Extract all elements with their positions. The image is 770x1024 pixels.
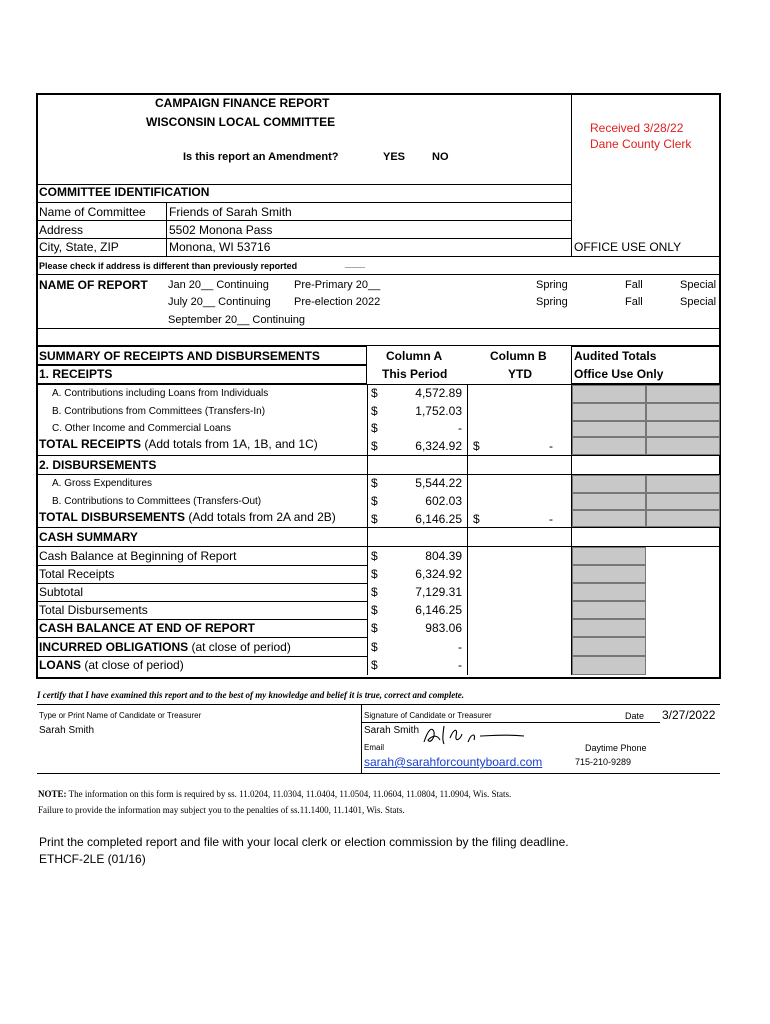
address-change-check[interactable]: ____ — [345, 259, 366, 269]
audit-cell[interactable] — [572, 437, 646, 455]
amendment-yes[interactable]: YES — [383, 151, 406, 163]
cash-end-amount[interactable]: 983.06 — [425, 621, 462, 635]
audit-cell[interactable] — [572, 547, 646, 565]
audit-cell[interactable] — [572, 565, 646, 583]
report-spring-1[interactable]: Spring — [536, 279, 568, 291]
report-september[interactable]: September 20__ Continuing — [168, 314, 305, 326]
city-label: City, State, ZIP — [39, 240, 119, 254]
receipt-a-label: A. Contributions including Loans from Individuals — [52, 388, 269, 399]
report-fall-1[interactable]: Fall — [625, 279, 643, 291]
cash-disbursements-label: Total Disbursements — [39, 603, 148, 617]
form-id: ETHCF-2LE (01/16) — [39, 852, 146, 866]
report-preprimary[interactable]: Pre-Primary 20__ — [294, 279, 381, 291]
cash-disbursements-dollar: $ — [371, 603, 378, 617]
address-label: Address — [39, 223, 84, 237]
audit-cell[interactable] — [646, 403, 720, 421]
receipt-a-dollar: $ — [371, 386, 378, 400]
audit-cell[interactable] — [572, 385, 646, 403]
audit-cell[interactable] — [572, 475, 646, 493]
audit-cell[interactable] — [646, 437, 720, 455]
total-disbursements-amount[interactable]: 6,146.25 — [415, 512, 462, 526]
total-receipts-amount[interactable]: 6,324.92 — [415, 439, 462, 453]
report-preelection[interactable]: Pre-election 2022 — [294, 296, 381, 308]
clerk-stamp: Dane County Clerk — [590, 137, 692, 151]
cash-begin-dollar: $ — [371, 549, 378, 563]
column-a-sub: This Period — [382, 367, 448, 381]
disbursement-b-amount[interactable]: 602.03 — [425, 494, 462, 508]
incurred-obligations-amount[interactable]: - — [458, 640, 462, 654]
address-change-note: Please check if address is different than previously reported — [39, 261, 298, 271]
cash-summary-heading: CASH SUMMARY — [39, 530, 138, 544]
total-receipts-ytd-dollar: $ — [473, 439, 480, 453]
total-disbursements-label: TOTAL DISBURSEMENTS (Add totals from 2A and 2B) — [39, 510, 336, 524]
committee-name-label: Name of Committee — [39, 205, 146, 219]
city-value[interactable]: Monona, WI 53716 — [169, 240, 271, 254]
disbursements-heading: 2. DISBURSEMENTS — [39, 458, 157, 472]
total-disbursements-ytd-amount[interactable]: - — [549, 512, 553, 526]
summary-heading: SUMMARY OF RECEIPTS AND DISBURSEMENTS — [39, 349, 320, 363]
total-disbursements-ytd-dollar: $ — [473, 512, 480, 526]
cash-receipts-amount[interactable]: 6,324.92 — [415, 567, 462, 581]
cash-receipts-label: Total Receipts — [39, 567, 115, 581]
report-fall-2[interactable]: Fall — [625, 296, 643, 308]
address-value[interactable]: 5502 Monona Pass — [169, 223, 273, 237]
date-label: Date — [625, 711, 645, 721]
audit-cell[interactable] — [572, 619, 646, 637]
signature-name[interactable]: Sarah Smith — [364, 725, 420, 736]
audit-cell[interactable] — [646, 510, 720, 527]
receipts-heading: 1. RECEIPTS — [39, 367, 113, 381]
loans-label: LOANS (at close of period) — [39, 658, 184, 672]
disbursement-a-dollar: $ — [371, 476, 378, 490]
incurred-obligations-label: INCURRED OBLIGATIONS (at close of period) — [39, 640, 291, 654]
audit-cell[interactable] — [646, 475, 720, 493]
date-value[interactable]: 3/27/2022 — [662, 708, 716, 722]
committee-heading: COMMITTEE IDENTIFICATION — [39, 185, 210, 199]
phone-value[interactable]: 715-210-9289 — [575, 757, 632, 767]
signature-label: Signature of Candidate or Treasurer — [364, 711, 492, 720]
cash-end-label: CASH BALANCE AT END OF REPORT — [39, 621, 255, 635]
receipt-c-dollar: $ — [371, 421, 378, 435]
office-divider — [571, 94, 572, 256]
audit-cell[interactable] — [572, 421, 646, 437]
phone-label: Daytime Phone — [585, 743, 647, 753]
receipt-b-label: B. Contributions from Committees (Transfers-In) — [52, 406, 266, 417]
receipt-c-amount[interactable]: - — [458, 421, 462, 435]
total-receipts-ytd-amount[interactable]: - — [549, 439, 553, 453]
received-stamp: Received 3/28/22 — [590, 121, 684, 135]
audited-totals-label: Audited Totals — [574, 349, 657, 363]
loans-dollar: $ — [371, 658, 378, 672]
report-spring-2[interactable]: Spring — [536, 296, 568, 308]
disbursement-b-label: B. Contributions to Committees (Transfers-Out) — [52, 496, 262, 507]
amendment-question: Is this report an Amendment? — [183, 151, 339, 163]
audit-cell[interactable] — [572, 493, 646, 510]
audit-cell[interactable] — [646, 421, 720, 437]
print-name-label: Type or Print Name of Candidate or Treasurer — [39, 711, 202, 720]
report-july[interactable]: July 20__ Continuing — [168, 296, 271, 308]
certification-statement: I certify that I have examined this report and to the best of my knowledge and belief it is true, correct and complete. — [37, 690, 464, 700]
cash-subtotal-amount[interactable]: 7,129.31 — [415, 585, 462, 599]
audit-cell[interactable] — [572, 583, 646, 601]
committee-name[interactable]: Friends of Sarah Smith — [169, 205, 292, 219]
audit-cell[interactable] — [572, 656, 646, 675]
cash-begin-label: Cash Balance at Beginning of Report — [39, 549, 237, 563]
disbursement-b-dollar: $ — [371, 494, 378, 508]
filing-instruction: Print the completed report and file with your local clerk or election commission by the filing deadline. — [39, 835, 569, 849]
total-receipts-dollar: $ — [371, 439, 378, 453]
audit-cell[interactable] — [646, 493, 720, 510]
audit-cell[interactable] — [572, 601, 646, 619]
loans-amount[interactable]: - — [458, 658, 462, 672]
email-label: Email — [364, 743, 385, 752]
office-use-only-label: Office Use Only — [574, 367, 664, 381]
report-jan[interactable]: Jan 20__ Continuing — [168, 279, 269, 291]
cash-subtotal-label: Subtotal — [39, 585, 84, 599]
amendment-no[interactable]: NO — [432, 151, 449, 163]
disbursement-a-amount[interactable]: 5,544.22 — [415, 476, 462, 490]
column-a-label: Column A — [386, 349, 443, 363]
cash-receipts-dollar: $ — [371, 567, 378, 581]
cash-subtotal-dollar: $ — [371, 585, 378, 599]
total-receipts-label: TOTAL RECEIPTS (Add totals from 1A, 1B, and 1C) — [39, 437, 318, 451]
incurred-obligations-dollar: $ — [371, 640, 378, 654]
total-disbursements-dollar: $ — [371, 512, 378, 526]
print-name-value[interactable]: Sarah Smith — [39, 725, 95, 736]
receipt-b-dollar: $ — [371, 404, 378, 418]
receipt-a-amount[interactable]: 4,572.89 — [415, 386, 462, 400]
audit-cell[interactable] — [572, 637, 646, 656]
audit-cell[interactable] — [572, 403, 646, 421]
report-name-label: NAME OF REPORT — [39, 278, 148, 292]
disbursement-a-label: A. Gross Expenditures — [52, 478, 153, 489]
failure-text: Failure to provide the information may subject you to the penalties of ss.11.1400, 11.1401, Wis. Stats. — [38, 805, 405, 815]
audit-cell[interactable] — [572, 510, 646, 527]
cash-disbursements-amount[interactable]: 6,146.25 — [415, 603, 462, 617]
email-link[interactable]: sarah@sarahforcountyboard.com — [364, 755, 543, 769]
column-b-sub: YTD — [508, 367, 532, 381]
report-special-2[interactable]: Special — [680, 296, 717, 308]
receipt-c-label: C. Other Income and Commercial Loans — [52, 423, 231, 434]
handwritten-signature — [420, 722, 530, 748]
column-b-label: Column B — [490, 349, 547, 363]
cash-begin-amount[interactable]: 804.39 — [425, 549, 462, 563]
cash-end-dollar: $ — [371, 621, 378, 635]
report-special-1[interactable]: Special — [680, 279, 717, 291]
audit-cell[interactable] — [646, 385, 720, 403]
receipt-b-amount[interactable]: 1,752.03 — [415, 404, 462, 418]
office-use-label: OFFICE USE ONLY — [574, 240, 682, 254]
report-subtitle: WISCONSIN LOCAL COMMITTEE — [146, 115, 336, 129]
note-text: NOTE: The information on this form is required by ss. 11.0204, 11.0304, 11.0404, 11.0504, 11.0604, 11.0804, 11.0904, Wis. Stats. — [38, 789, 512, 799]
report-title: CAMPAIGN FINANCE REPORT — [155, 96, 330, 110]
